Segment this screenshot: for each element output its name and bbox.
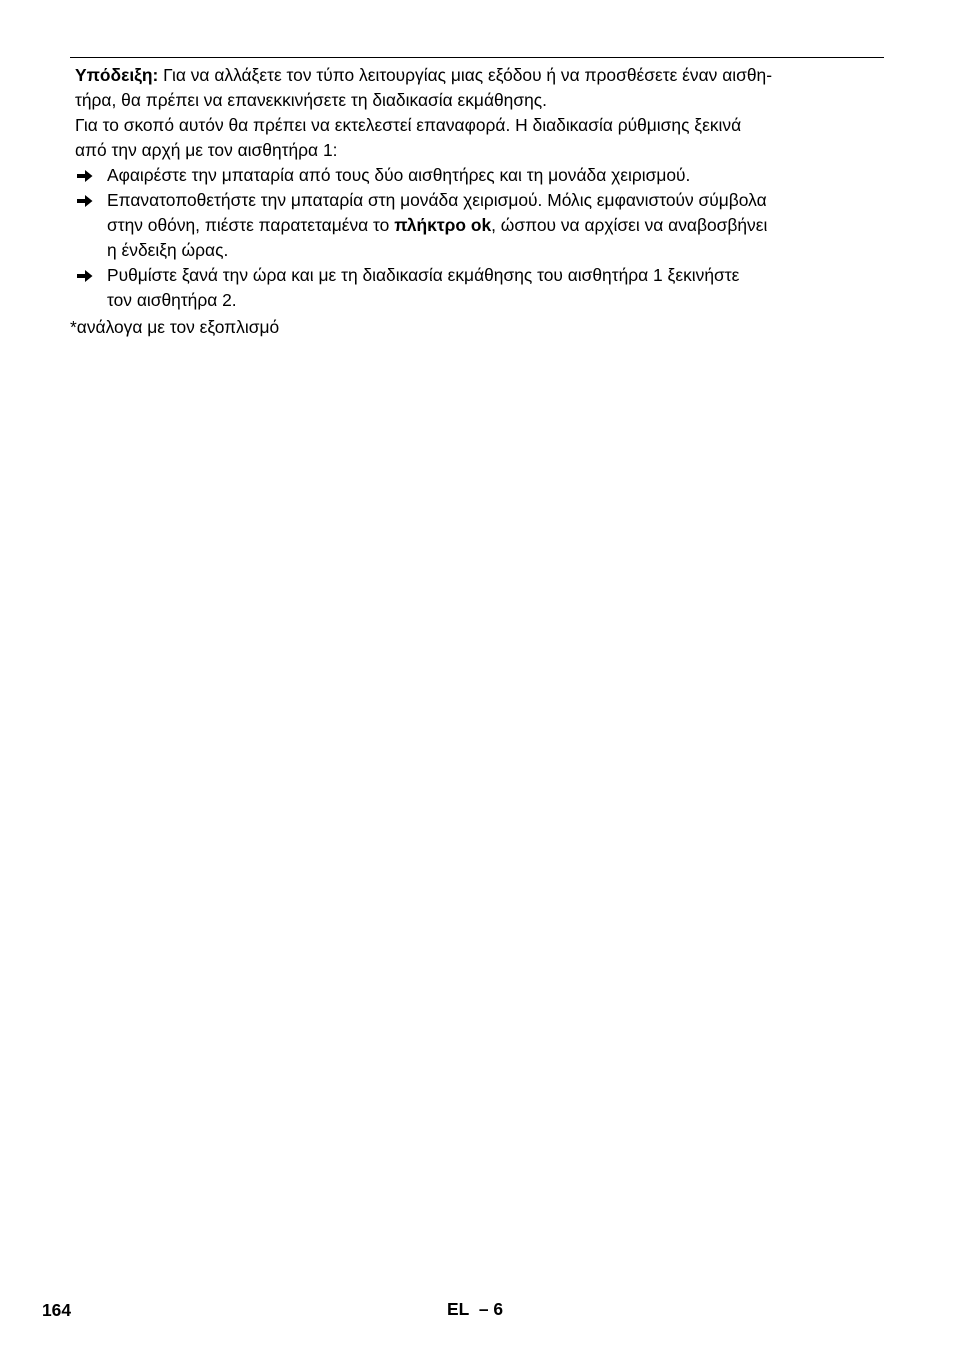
- main-content: [75, 63, 887, 313]
- step-item: [75, 188, 887, 263]
- step-2-line2-before: στην οθόνη, πιέστε παρατεταμένα το: [107, 215, 395, 235]
- note-text-line1: Για να αλλάξετε τον τύπο λειτουργίας μιας εξόδου ή να προσθέσετε έναν αισθη-: [158, 65, 772, 85]
- note-paragraph: [75, 63, 887, 113]
- ok-key-term: πλήκτρο ok: [394, 215, 492, 235]
- page-number: 164: [42, 1300, 72, 1320]
- step-item: [75, 163, 887, 188]
- right-arrow-icon: [77, 263, 95, 288]
- footnote: *ανάλογα με τον εξοπλισμό: [70, 317, 280, 337]
- note-text-line2: τήρα, θα πρέπει να επανεκκινήσετε τη διαδικασία εκμάθησης.: [75, 90, 547, 110]
- right-arrow-icon: [77, 163, 95, 188]
- note-label: Υπόδειξη:: [75, 65, 159, 85]
- language-code: EL: [447, 1299, 470, 1319]
- step-2-line2-after: , ώσπου να αρχίσει να αναβοσβήνει: [491, 215, 768, 235]
- step-3-line1: Ρυθμίστε ξανά την ώρα και με τη διαδικασία εκμάθησης του αισθητήρα 1 ξεκινήστε: [107, 265, 740, 285]
- step-2-line1: Επανατοποθετήστε την μπαταρία στη μονάδα χειρισμού. Μόλις εμφανιστούν σύμβολα: [107, 190, 767, 210]
- step-2-line3: η ένδειξη ώρας.: [107, 240, 229, 260]
- intro-line1: Για το σκοπό αυτόν θα πρέπει να εκτελεστεί επαναφορά. Η διαδικασία ρύθμισης ξεκινά: [75, 115, 742, 135]
- section-number: – 6: [478, 1299, 504, 1319]
- step-1-line1: Αφαιρέστε την μπαταρία από τους δύο αισθητήρες και τη μονάδα χειρισμού.: [107, 165, 691, 185]
- step-3-line2: τον αισθητήρα 2.: [107, 290, 237, 310]
- step-list: [75, 163, 887, 313]
- intro-line2: από την αρχή με τον αισθητήρα 1:: [75, 140, 338, 160]
- step-item: [75, 263, 887, 313]
- right-arrow-icon: [77, 188, 95, 213]
- footer-section-label: [447, 1297, 503, 1321]
- top-divider: [70, 57, 884, 58]
- intro-paragraph: [75, 113, 887, 163]
